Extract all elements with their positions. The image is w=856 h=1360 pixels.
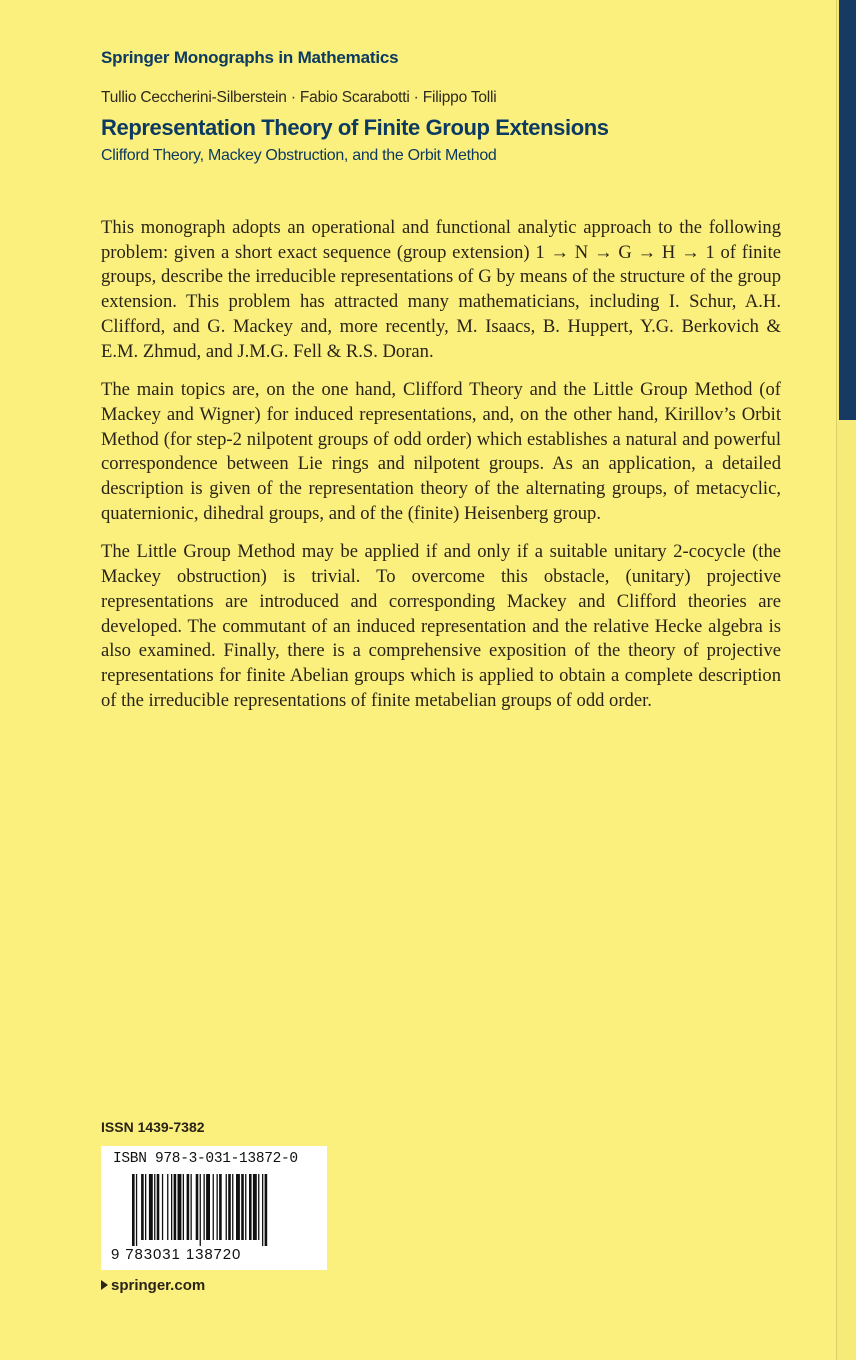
- barcode-bar: [232, 1174, 233, 1240]
- barcode-bar: [196, 1174, 199, 1240]
- barcode-bar: [200, 1174, 201, 1246]
- barcode-bar: [132, 1174, 135, 1246]
- book-title: Representation Theory of Finite Group Extensions: [101, 115, 609, 140]
- cover-header: [101, 48, 801, 164]
- isbn-label: ISBN 978-3-031-13872-0: [113, 1151, 298, 1167]
- barcode-bar: [162, 1174, 163, 1240]
- barcode-bar: [174, 1174, 177, 1240]
- blurb-paragraph-2: The main topics are, on the one hand, Clifford Theory and the Little Group Method (of Mackey and Wigner) for induced representations, and, on the other hand, Kirillov’s Orbit Method (for step-2 nilpotent groups of odd order) which establishes a natural and powerful correspondence between Lie rings and nilpotent groups. As an application, a detailed description is given of the representation theory of the alternating groups, of metacyclic, quaternionic, dihedral groups, and of the (finite) Heisenberg group.: [101, 379, 781, 524]
- barcode-bar: [204, 1174, 205, 1240]
- barcode-panel: [101, 1146, 327, 1270]
- barcode-bar: [219, 1174, 222, 1240]
- barcode-bar: [213, 1174, 214, 1240]
- barcode-bar: [226, 1174, 227, 1240]
- blurb-paragraph-1: This monograph adopts an operational and functional analytic approach to the following problem: given a short exact sequence (group extension) 1 → N → G → H → 1 of finite groups, describe the irreducible representations of G by means of the structure of the group extension. This problem has attracted many mathematicians, including I. Schur, A.H. Clifford, and G. Mackey and, more recently, M. Isaacs, B. Huppert, Y.G. Berkovich & E.M. Zhmud, and J.M.G. Fell & R.S. Doran.: [101, 217, 781, 362]
- publisher-link[interactable]: [101, 1277, 205, 1294]
- barcode-bar: [262, 1174, 263, 1246]
- blurb-paragraph-3: The Little Group Method may be applied if and only if a suitable unitary 2-cocycle (the Mackey obstruction) is trivial. To overcome this obstacle, (unitary) projective representations are introduced and corresponding Mackey and Clifford theories are developed. The commutant of an induced representation and the relative Hecke algebra is also examined. Finally, there is a comprehensive exposition of the theory of projective representations for finite Abelian groups which is applied to obtain a complete description of the irreducible representations of finite metabelian groups of odd order.: [101, 541, 781, 711]
- barcode-bar: [249, 1174, 252, 1240]
- triangle-arrow-icon: [101, 1280, 108, 1290]
- book-subtitle: Clifford Theory, Mackey Obstruction, and the Orbit Method: [101, 147, 497, 164]
- barcode-bar: [253, 1174, 257, 1240]
- authors: Tullio Ceccherini-Silberstein · Fabio Scarabotti · Filippo Tolli: [101, 89, 497, 106]
- barcode-bar: [178, 1174, 182, 1240]
- blurb: [101, 216, 781, 727]
- barcode-bar: [187, 1174, 190, 1240]
- barcode-bar: [258, 1174, 259, 1240]
- barcode-bar: [149, 1174, 153, 1240]
- barcode-bar: [171, 1174, 172, 1240]
- barcode-bar: [157, 1174, 160, 1240]
- barcode-bar: [141, 1174, 144, 1240]
- barcode-bar: [265, 1174, 268, 1246]
- barcode-bar: [154, 1174, 155, 1240]
- barcode-bar: [191, 1174, 192, 1240]
- issn: ISSN 1439-7382: [101, 1119, 205, 1135]
- barcode-bar: [145, 1174, 146, 1240]
- barcode-digits: 9 783031 138720: [111, 1246, 242, 1263]
- barcode-bar: [228, 1174, 231, 1240]
- spine-color-band: [839, 0, 856, 420]
- barcode-icon: [132, 1174, 300, 1246]
- publisher-url: springer.com: [111, 1277, 206, 1294]
- barcode-bar: [217, 1174, 218, 1240]
- barcode-bar: [183, 1174, 184, 1240]
- barcode-bar: [245, 1174, 246, 1240]
- barcode-bar: [167, 1174, 168, 1240]
- barcode-bar: [206, 1174, 210, 1240]
- series-title: Springer Monographs in Mathematics: [101, 48, 399, 67]
- barcode-bar: [241, 1174, 244, 1240]
- barcode-bar: [236, 1174, 240, 1240]
- barcode-bar: [136, 1174, 137, 1246]
